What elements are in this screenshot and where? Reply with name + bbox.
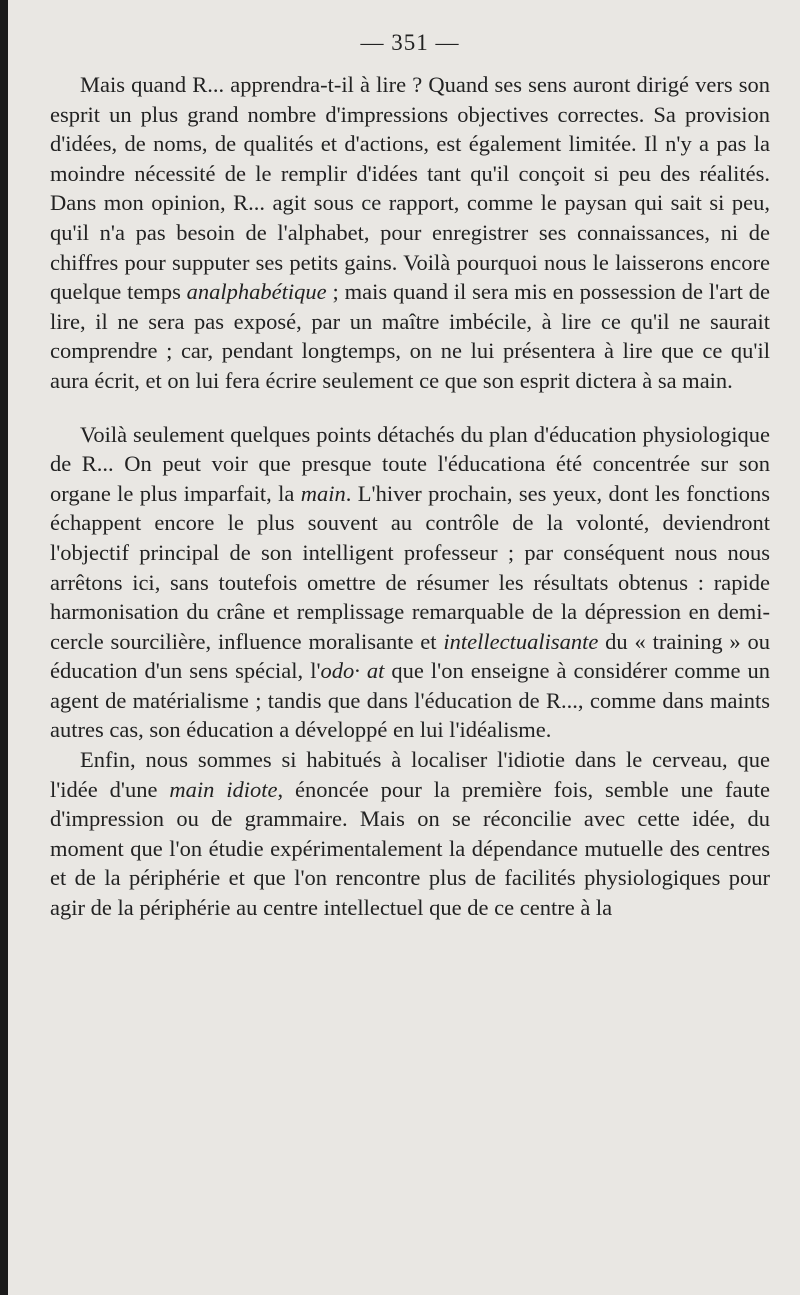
paragraph-1 <box>50 70 770 396</box>
paragraph-2 <box>50 420 770 746</box>
paragraph-3 <box>50 745 770 923</box>
italic-text: odo· at <box>320 658 385 684</box>
italic-text: intellectualisante <box>443 628 599 654</box>
italic-text: main idiote <box>169 776 278 802</box>
italic-text: analphabétique <box>186 279 327 305</box>
text-run: Enfin, nous sommes si habitués à localiser l'idiotie dans le cerveau, que l'idée d'une <box>50 747 770 802</box>
text-run: . L'hiver prochain, ses yeux, dont les fonctions échappent encore le plus souvent au contrôle de la volonté, deviendront l'objectif principal de son intelligent professeur ; par conséquent nous nous arrêtons ici, sans toutefois omettre de résumer les résultats obtenus : rapide harmonisation du crâne et remplissage remarquable de la dépression en demi-cercle sourcilière, influence moralisante et <box>50 480 770 654</box>
text-run: que l'on enseigne à considérer comme un agent de matérialisme ; tandis que dans l'éducation de R..., comme dans maints autres cas, son éducation a développé en lui l'idéalisme. <box>50 658 770 743</box>
paragraph-gap <box>50 396 770 420</box>
text-run: du « training » ou éducation d'un sens spécial, l' <box>50 628 770 684</box>
italic-text: main <box>300 480 346 506</box>
text-run: , énoncée pour la première fois, semble une faute d'impression ou de grammaire. Mais on se réconcilie avec cette idée, du moment que l'on étudie expérimentalement la dépendance mutuelle des centres et de la périphérie et que l'on rencontre plus de facilités physiologiques pour agir de la périphérie au centre intellectuel que de ce centre à la <box>50 776 770 921</box>
book-page <box>8 0 800 1295</box>
text-run: Mais quand R... apprendra-t-il à lire ? Quand ses sens auront dirigé vers son esprit un plus grand nombre d'impressions objectives correctes. Sa provision d'idées, de noms, de qualités et d'actions, est également limitée. Il n'y a pas la moindre nécessité de le remplir d'idées tant qu'il conçoit si peu des réalités. Dans mon opinion, R... agit sous ce rapport, comme le paysan qui sait si peu, qu'il n'a pas besoin de l'alphabet, pour enregistrer ses connaissances, ni de chiffres pour supputer ses petits gains. Voilà pourquoi nous le laisserons encore quelque temps <box>50 72 770 305</box>
text-run: Voilà seulement quelques points détachés du plan d'éducation physiologique de R... On peut voir que presque toute l'éducationa été concentrée sur son organe le plus imparfait, la <box>50 421 770 506</box>
page-number: — 351 — <box>360 30 460 55</box>
text-run: ; mais quand il sera mis en possession de l'art de lire, il ne sera pas exposé, par un maître imbécile, à lire ce qu'il ne saurait comprendre ; car, pendant longtemps, on ne lui présentera à lire que ce qu'il aura écrit, et on lui fera écrire seulement ce que son esprit dictera à sa main. <box>50 279 770 393</box>
